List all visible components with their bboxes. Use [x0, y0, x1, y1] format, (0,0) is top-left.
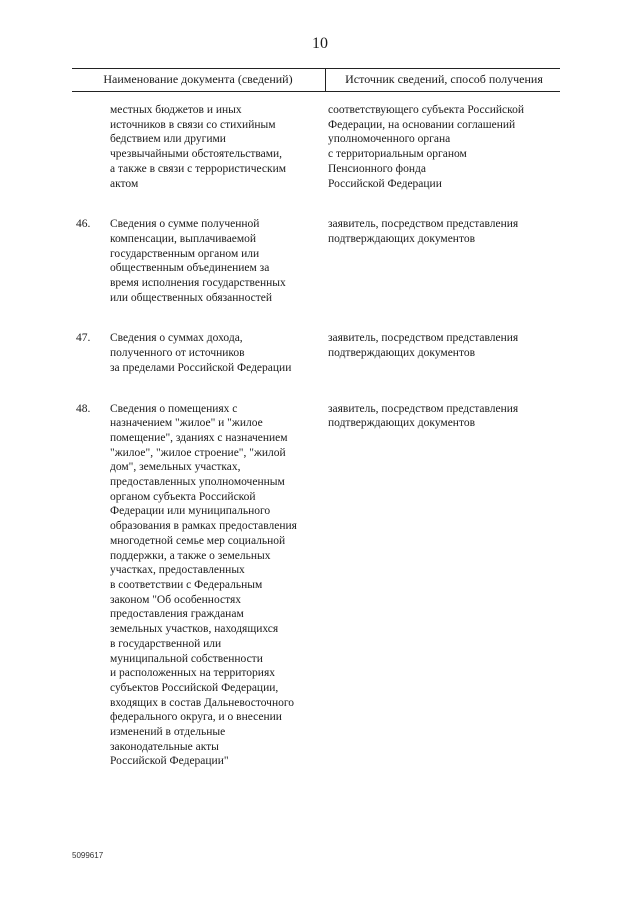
- row-source: соответствующего субъекта Российской Федерации, на основании соглашений уполномоченного органа с территориальным органом Пенсионного фонда Российской Федерации: [328, 104, 525, 190]
- row-number: 48.: [76, 402, 91, 415]
- header-source: Источник сведений, способ получения: [345, 72, 543, 86]
- row-number: 47.: [76, 332, 91, 345]
- table-row: [72, 402, 560, 770]
- row-source: заявитель, посредством представления подтверждающих документов: [328, 332, 519, 360]
- row-document-name: Сведения о сумме полученной компенсации, выплачиваемой государственным органом или общественным объединением за время исполнения государственных или общественных обязанностей: [110, 218, 286, 304]
- document-code: 5099617: [72, 851, 104, 860]
- row-source: заявитель, посредством представления подтверждающих документов: [328, 218, 519, 245]
- header-document-name: Наименование документа (сведений): [103, 72, 293, 86]
- row-document-name: Сведения о помещениях с назначением "жилое" и "жилое помещение", зданиях с назначением "жилое", "жилое строение", "жилой дом", земельных участках, предоставленных уполномоченным органом субъекта Российской Федерации или муниципального образования в рамках предоставления многодетной семье мер социальной поддержки, а также о земельных участках, предоставленных в соответствии с Федеральным законом "Об особенностях предоставления гражданам земельных участков, находящихся в государственной или муниципальной собственности и расположенных на территориях субъектов Российской Федерации, входящих в состав Дальневосточного федерального округа, и о внесении изменений в отдельные законодательные акты Российской Федерации": [110, 402, 297, 768]
- header-column-divider: [325, 69, 326, 91]
- row-document-name: Сведения о суммах дохода, полученного от источников за пределами Российской Федерации: [110, 332, 292, 374]
- table-row: [72, 331, 560, 375]
- table-body: [72, 103, 560, 795]
- row-number: 46.: [76, 218, 91, 231]
- table-header: [72, 68, 560, 92]
- table-row: [72, 103, 560, 191]
- table-row: [72, 217, 560, 305]
- row-document-name: местных бюджетов и иных источников в связи со стихийным бедствием или другими чрезвычайными обстоятельствами, а также в связи с террористическим актом: [110, 104, 287, 190]
- row-source: заявитель, посредством представления подтверждающих документов: [328, 402, 519, 430]
- page-number: 10: [312, 35, 328, 52]
